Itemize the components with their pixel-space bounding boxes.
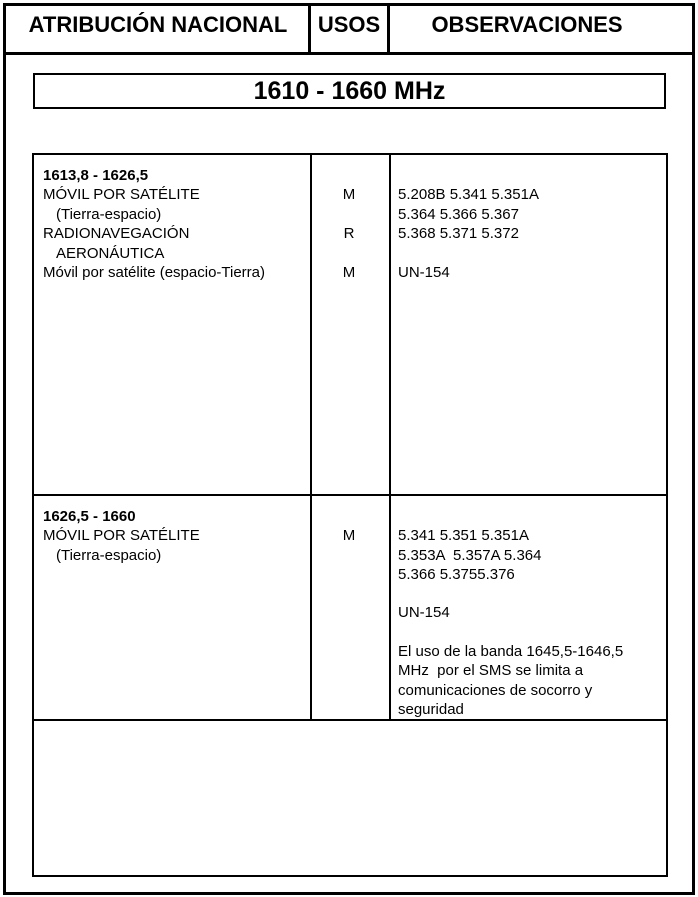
column-divider (389, 155, 391, 719)
header-divider (387, 3, 390, 52)
row-2-observation: 5.366 5.3755.376 (398, 566, 515, 583)
row-2-service: MÓVIL POR SATÉLITE (43, 527, 200, 544)
row-2-observation: comunicaciones de socorro y (398, 682, 593, 699)
header-attribution: ATRIBUCIÓN NACIONAL (28, 11, 288, 37)
row-2-observation: El uso de la banda 1645,5-1646,5 (398, 643, 624, 660)
row-1-observation: UN-154 (398, 264, 450, 281)
row-divider (34, 719, 666, 721)
row-2-observation: 5.341 5.351 5.351A (398, 527, 529, 544)
row-1-use: M (342, 186, 356, 203)
row-divider (34, 494, 666, 496)
row-1-use: R (343, 225, 355, 242)
band-title: 1610 - 1660 MHz (33, 73, 666, 109)
row-1-range: 1613,8 - 1626,5 (43, 167, 149, 184)
row-1-service: RADIONAVEGACIÓN (43, 225, 190, 242)
row-1-service: AERONÁUTICA (56, 245, 165, 262)
row-2-range: 1626,5 - 1660 (43, 508, 136, 525)
row-2-service: (Tierra-espacio) (56, 547, 162, 564)
row-2-observation: UN-154 (398, 604, 450, 621)
header-observations: OBSERVACIONES (431, 11, 623, 37)
header-uses: USOS (317, 11, 381, 37)
row-1-observation: 5.364 5.366 5.367 (398, 206, 519, 223)
row-2-use: M (342, 527, 356, 544)
row-1-observation: 5.368 5.371 5.372 (398, 225, 519, 242)
row-1-service: (Tierra-espacio) (56, 206, 162, 223)
row-1-service: MÓVIL POR SATÉLITE (43, 186, 200, 203)
header-divider (308, 3, 311, 52)
row-2-observation: MHz por el SMS se limita a (398, 662, 584, 679)
row-1-observation: 5.208B 5.341 5.351A (398, 186, 539, 203)
row-1-service: Móvil por satélite (espacio-Tierra) (43, 264, 266, 281)
row-2-observation: 5.353A 5.357A 5.364 (398, 547, 542, 564)
row-1-use: M (342, 264, 356, 281)
row-2-observation: seguridad (398, 701, 464, 718)
